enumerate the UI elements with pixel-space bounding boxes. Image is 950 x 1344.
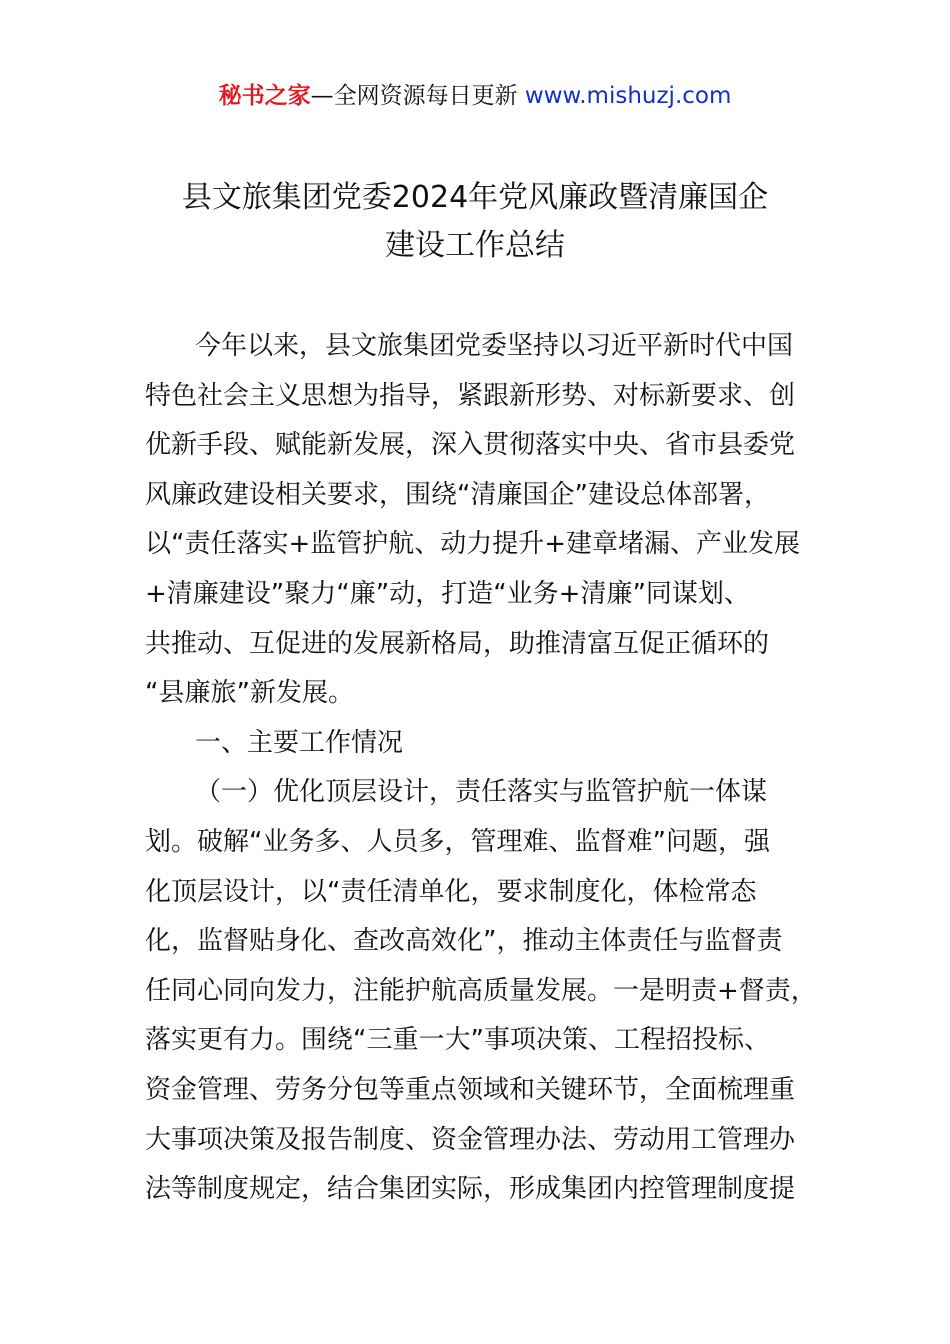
site-header: [0, 80, 950, 112]
paragraph-line: 划。破解“业务多、人员多，管理难、监督难”问题，强: [145, 826, 770, 857]
paragraph-line: （一）优化顶层设计，责任落实与监管护航一体谋: [195, 777, 768, 808]
title-line: 县文旅集团党委2024年党风廉政暨清廉国企: [181, 180, 769, 215]
title-line: 建设工作总结: [385, 228, 565, 263]
site-tagline: —全网资源每日更新: [310, 83, 525, 109]
document-title: [0, 174, 950, 270]
paragraph-line: 化顶层设计，以“责任清单化，要求制度化，体检常态: [145, 876, 757, 907]
document-body: [145, 322, 825, 1215]
paragraph-line: 优新手段、赋能新发展，深入贯彻落实中央、省市县委党: [145, 430, 796, 461]
paragraph-line: +清廉建设”聚力“廉”动，打造“业务+清廉”同谋划、: [145, 578, 750, 609]
paragraph-line: 特色社会主义思想为指导，紧跟新形势、对标新要求、创: [145, 380, 796, 411]
paragraph-line: 法等制度规定，结合集团实际，形成集团内控管理制度提: [145, 1174, 796, 1205]
site-brand: 秘书之家: [218, 83, 311, 109]
paragraph-line: 共推动、互促进的发展新格局，助推清富互促正循环的: [145, 628, 770, 659]
paragraph-line: 落实更有力。围绕“三重一大”事项决策、工程招投标、: [145, 1025, 770, 1056]
site-url-link[interactable]: www.mishuzj.com: [524, 83, 732, 109]
paragraph-line: 化，监督贴身化、查改高效化”，推动主体责任与监督责: [145, 926, 783, 957]
paragraph-line: 今年以来，县文旅集团党委坚持以习近平新时代中国: [195, 331, 794, 361]
paragraph-line: 任同心同向发力，注能护航高质量发展。一是明责+督责，: [145, 975, 817, 1006]
paragraph-line: 大事项决策及报告制度、资金管理办法、劳动用工管理办: [145, 1124, 796, 1155]
paragraph-line: 资金管理、劳务分包等重点领域和关键环节，全面梳理重: [145, 1074, 796, 1105]
paragraph-line: “县廉旅”新发展。: [145, 678, 354, 709]
paragraph-line: 风廉政建设相关要求，围绕“清廉国企”建设总体部署，: [145, 479, 770, 510]
section-heading: 一、主要工作情况: [195, 727, 404, 758]
paragraph-line: 以“责任落实+监管护航、动力提升+建章堵漏、产业发展: [145, 529, 801, 560]
